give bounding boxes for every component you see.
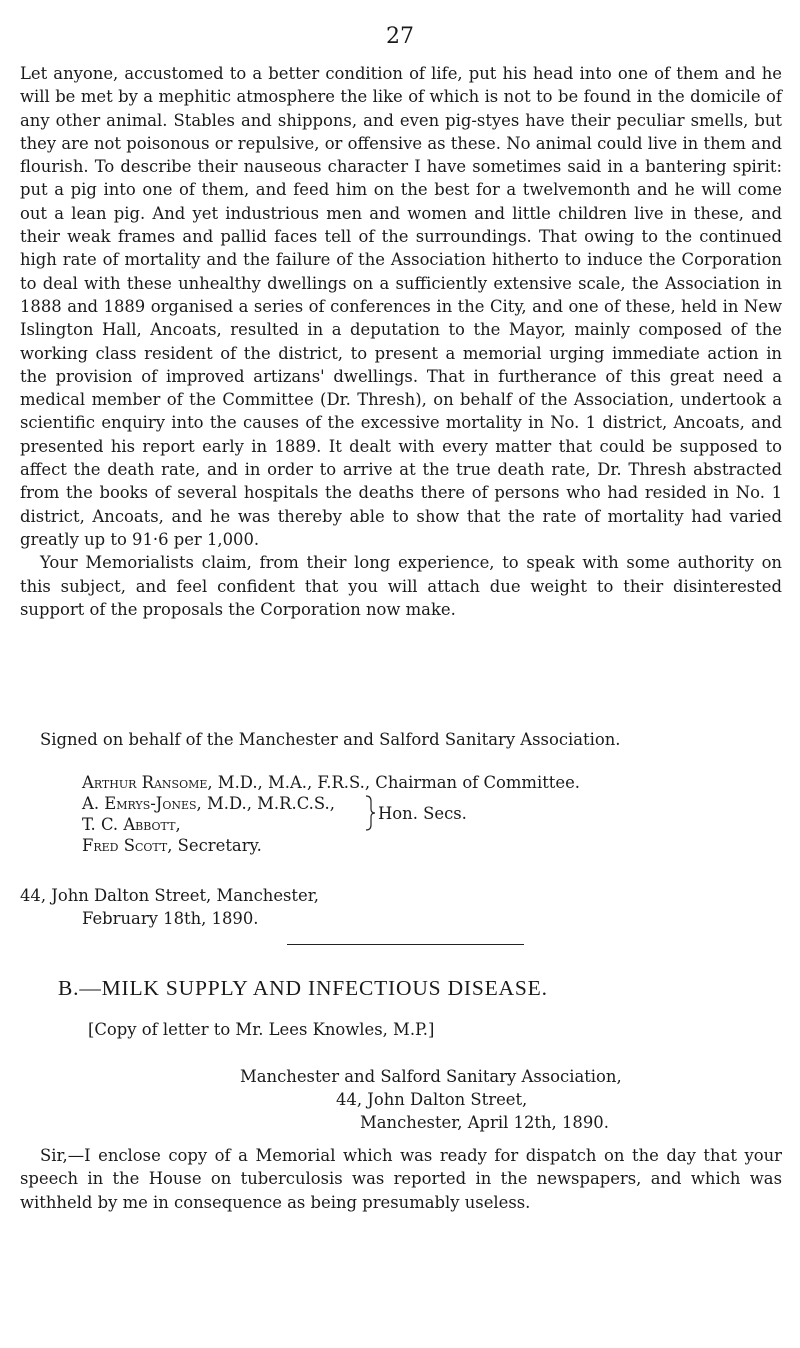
hon-secs-label: Hon. Secs.: [378, 804, 467, 823]
signed-line: Signed on behalf of the Manchester and Salford Sanitary Association.: [40, 730, 621, 749]
body-paragraph-1: Let anyone, accustomed to a better condition of life, put his head into one of them and he will be met by a mephitic atmosphere the like of which is not to be found in the domicile of any other animal. Stables and shippons, and even pig-styes have their peculiar smells, but they are not poisonous or repulsive, or offensive as these. No animal could live in them and flourish. To describe their nauseous character I have sometimes said in a bantering spirit: put a pig into one of them, and feed him on the best for a twelvemonth and he will come out a lean pig. And yet industrious men and women and little children live in these, and their weak frames and pallid faces tell of the surroundings. That owing to the continued high rate of mortality and the failure of the Association hitherto to induce the Corporation to deal with these unhealthy dwellings on a sufficiently extensive scale, the Association in 1888 and 1889 organised a series of conferences in the City, and one of these, held in New Islington Hall, Ancoats, resulted in a deputation to the Mayor, mainly composed of the working class resident of the district, to present a memorial urging immediate action in the provision of improved artizans' dwellings. That in furtherance of this great need a medical member of the Committee (Dr. Thresh), on behalf of the Association, undertook a scientific enquiry into the causes of the excessive mortality in No. 1 district, Ancoats, and presented his report early in 1889. It dealt with every matter that could be supposed to affect the death rate, and in order to arrive at the true death rate, Dr. Thresh abstracted from the books of several hospitals the deaths there of persons who had resided in No. 1 district, Ancoats, and he was thereby able to show that the rate of mortality had varied greatly up to 91·6 per 1,000.: [20, 64, 782, 549]
chairman-signature: [82, 772, 580, 793]
secretary-name: Fred Scott: [82, 836, 168, 855]
memorial-body: [20, 62, 782, 621]
section-heading: B.—MILK SUPPLY AND INFECTIOUS DISEASE.: [58, 976, 548, 1000]
chairman-title: , M.D., M.A., F.R.S., Chairman of Committee.: [207, 773, 580, 792]
hon-sec-1-name: A. Emrys-Jones: [82, 794, 197, 813]
letter-body: [20, 1144, 782, 1214]
section-divider: [287, 944, 524, 945]
sender-address: [20, 884, 319, 930]
address-date: February 18th, 1890.: [82, 909, 259, 928]
hon-sec-2: [82, 814, 335, 835]
hon-sec-2-title: ,: [175, 815, 181, 834]
hon-sec-1-title: , M.D., M.R.C.S.,: [196, 794, 335, 813]
hon-sec-1: [82, 793, 335, 814]
letter-head-line-1: Manchester and Salford Sanitary Association,: [240, 1067, 622, 1086]
letter-head-line-2: 44, John Dalton Street,: [336, 1090, 528, 1109]
secretary-signature: [82, 835, 580, 856]
hon-secs-group: [82, 793, 580, 835]
secretary-title: , Secretary.: [167, 836, 262, 855]
curly-brace-icon: [364, 795, 376, 831]
page-number: 27: [386, 24, 414, 49]
chairman-name: Arthur Ransome: [82, 773, 208, 792]
address-street: 44, John Dalton Street, Manchester,: [20, 886, 319, 905]
letter-head-line-3: Manchester, April 12th, 1890.: [360, 1113, 609, 1132]
letter-head: [240, 1065, 622, 1134]
signatories: [82, 772, 580, 856]
letter-body-paragraph: Sir,—I enclose copy of a Memorial which was ready for dispatch on the day that your speech in the House on tuberculosis was reported in the newspapers, and which was withheld by me in consequence as being presumably useless.: [20, 1146, 782, 1212]
copy-note: [Copy of letter to Mr. Lees Knowles, M.P.]: [88, 1020, 435, 1039]
body-paragraph-2: Your Memorialists claim, from their long experience, to speak with some authority on this subject, and feel confident that you will attach due weight to their disinterested support of the proposals the Corporation now make.: [20, 553, 782, 619]
hon-sec-2-name: T. C. Abbott: [82, 815, 176, 834]
